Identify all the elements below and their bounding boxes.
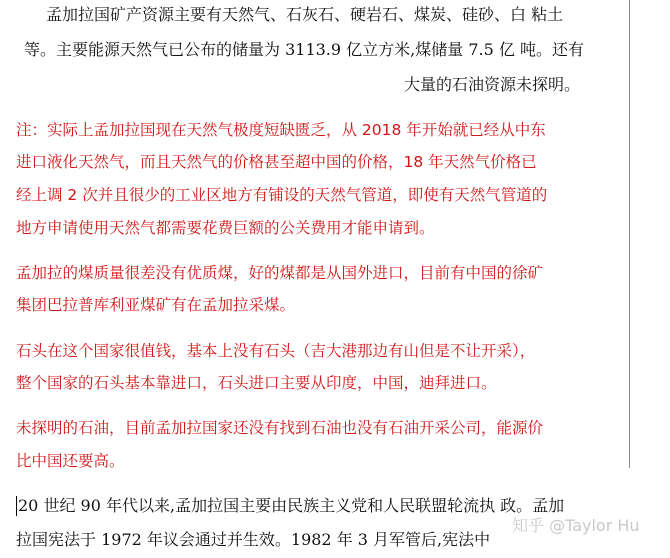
note2-line1: 孟加拉的煤质量很差没有优质煤，好的煤都是从国外进口，目前有中国的徐矿 <box>16 264 544 282</box>
note3-line1: 石头在这个国家很值钱，基本上没有石头（吉大港那边有山但是不让开采）， <box>16 342 536 360</box>
text-cursor <box>16 496 17 516</box>
zhihu-watermark: 知乎 @Taylor Hu <box>512 516 640 535</box>
note4-line2: 比中国还要高。 <box>16 452 125 470</box>
note2-line2: 集团巴拉普库利亚煤矿有在孟加拉采煤。 <box>16 296 296 314</box>
note3-line2: 整个国家的石头基本靠进口，石头进口主要从印度，中国，迪拜进口。 <box>16 374 497 392</box>
para2-line1: 20 世纪 90 年代以来,孟加拉国主要由民族主义党和人民联盟轮流执 政。孟加 <box>18 496 565 515</box>
note1-line4: 地方申请使用天然气都需要花费巨额的公关费用才能申请到。 <box>16 219 435 237</box>
para2-line2: 拉国宪法于 1972 年议会通过并生效。1982 年 3 月军管后,宪法中 <box>16 530 491 549</box>
note1-line2: 进口液化天然气，而且天然气的价格甚至超中国的价格，18 年天然气价格已 <box>16 153 537 171</box>
para1-line2: 等。主要能源天然气已公布的储量为 3113.9 亿立方米,煤储量 7.5 亿 吨。还有 <box>24 40 584 59</box>
note1-line3: 经上调 2 次并且很少的工业区地方有铺设的天然气管道，即使有天然气管道的 <box>16 186 548 204</box>
note4-line1: 未探明的石油，目前孟加拉国家还没有找到石油也没有石油开采公司，能源价 <box>16 419 544 437</box>
para1-line3: 大量的石油资源未探明。 <box>404 75 581 94</box>
page-margin-line <box>629 0 630 468</box>
note1-line1: 注：实际上孟加拉国现在天然气极度短缺匮乏，从 2018 年开始就已经从中东 <box>16 121 546 139</box>
para1-line1: 孟加拉国矿产资源主要有天然气、石灰石、硬岩石、煤炭、硅砂、白 粘土 <box>46 5 564 24</box>
